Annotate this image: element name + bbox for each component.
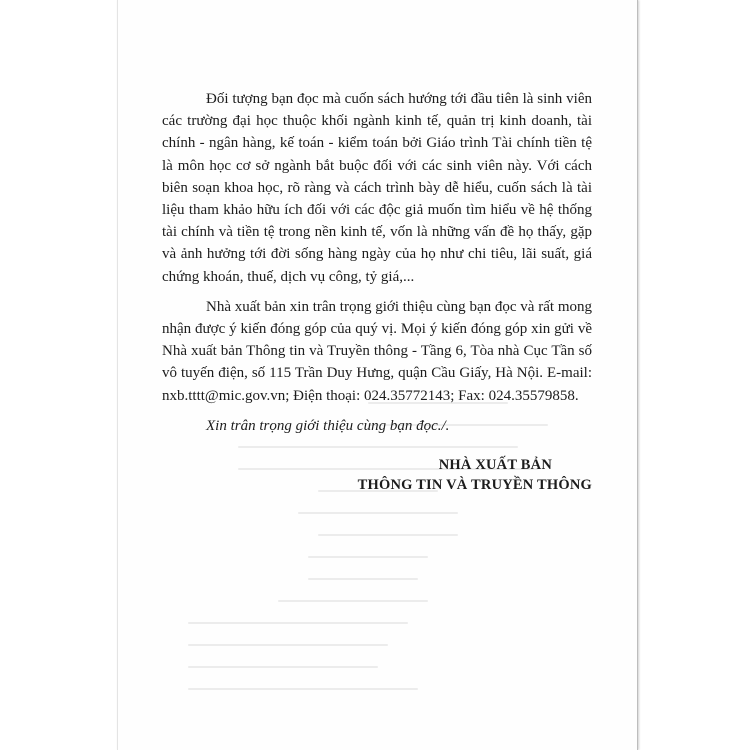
publisher-signature <box>162 455 592 495</box>
contact-paragraph: Nhà xuất bản xin trân trọng giới thiệu cùng bạn đọc và rất mong nhận được ý kiến đóng góp của quý vị. Mọi ý kiến đóng góp xin gửi về Nhà xuất bản Thông tin và Truyền thông - Tầng 6, Tòa nhà Cục Tần số vô tuyến điện, số 115 Trần Duy Hưng, quận Cầu Giấy, Hà Nội. E-mail: nxb.tttt@mic.gov.vn; Điện thoại: 024.35772143; Fax: 024.35579858. <box>162 298 592 404</box>
bleed-through-line <box>318 534 458 536</box>
closing-line: Xin trân trọng giới thiệu cùng bạn đọc./. <box>206 417 450 434</box>
bleed-through-line <box>308 556 428 558</box>
bleed-through-line <box>298 512 458 514</box>
intro-paragraph: Đối tượng bạn đọc mà cuốn sách hướng tới đầu tiên là sinh viên các trường đại học thuộc khối ngành kinh tế, quản trị kinh doanh, tài chính - ngân hàng, kế toán - kiểm toán bởi Giáo trình Tài chính tiền tệ là môn học cơ sở ngành bắt buộc đối với các sinh viên này. Với cách biên soạn khoa học, rõ ràng và cách trình bày dễ hiểu, cuốn sách là tài liệu tham khảo hữu ích đối với các độc giả muốn tìm hiểu về hệ thống tài chính và tiền tệ trong nền kinh tế, vốn là những vấn đề họ thấy, gặp và ảnh hưởng tới đời sống hàng ngày của họ như chi tiêu, lãi suất, giá chứng khoán, thuế, dịch vụ công, tỷ giá,... <box>162 91 592 285</box>
publisher-line-1: NHÀ XUẤT BẢN <box>438 457 552 474</box>
document-body <box>162 88 592 495</box>
bleed-through-line <box>188 666 378 668</box>
bleed-through-line <box>308 578 418 580</box>
bleed-through-line <box>278 600 428 602</box>
bleed-through-line <box>188 622 408 624</box>
bleed-through-line <box>188 644 388 646</box>
bleed-through-line <box>188 688 418 690</box>
publisher-line-2: THÔNG TIN VÀ TRUYỀN THÔNG <box>357 477 592 494</box>
